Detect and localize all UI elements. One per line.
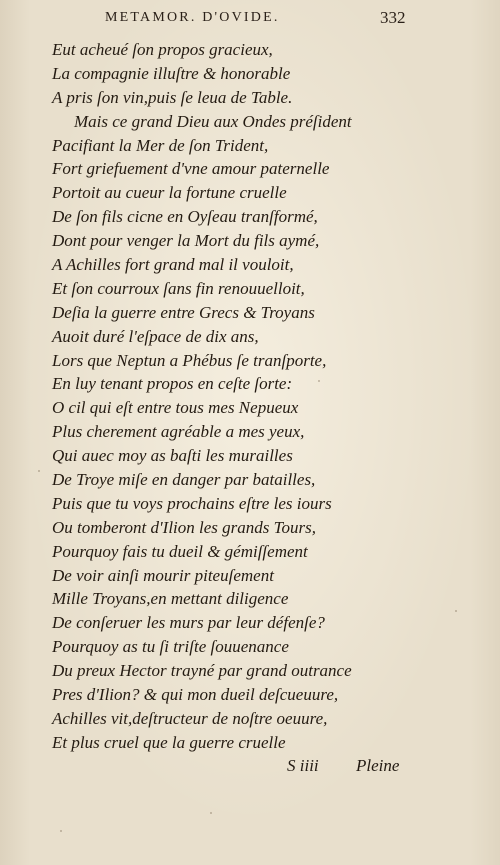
verse-line: Ou tomberont d'Ilion les grands Tours, (52, 517, 317, 537)
verse-line: En luy tenant propos en ceſte ſorte: (52, 374, 293, 394)
verse-line: De ſon fils cicne en Oyſeau tranſformé, (52, 207, 318, 227)
verse-line: Et plus cruel que la guerre cruelle (52, 732, 286, 752)
verse-line: Achilles vit,deſtructeur de noſtre oeuure, (52, 708, 328, 728)
verse-line: Auoit duré l'eſpace de dix ans, (52, 326, 259, 346)
verse-line: A pris ſon vin,puis ſe leua de Table. (52, 87, 293, 107)
verse-line: Puis que tu voys prochains eſtre les iours (52, 493, 332, 513)
verse-line: O cil qui eſt entre tous mes Nepueux (52, 398, 299, 418)
verse-line: Lors que Neptun a Phébus ſe tranſporte, (52, 350, 327, 370)
verse-line: La compagnie illuſtre & honorable (52, 63, 291, 83)
verse-line: Plus cherement agréable a mes yeux, (52, 422, 305, 442)
verse-line: Et ſon courroux ſans fin renouuelloit, (52, 278, 305, 298)
verse-line: Pourquoy fais tu dueil & gémiſſement (52, 541, 308, 561)
verse-line: Pourquoy as tu ſi triſte ſouuenance (52, 637, 289, 657)
signature-mark: S iiii (287, 756, 319, 775)
verse-line: Eut acheué ſon propos gracieux, (52, 40, 273, 59)
verse-line: Mais ce grand Dieu aux Ondes préſident (74, 111, 352, 131)
verse-line: Fort griefuement d'vne amour paternelle (52, 159, 330, 179)
catchword: Pleine (356, 756, 400, 775)
verse-line: Qui auec moy as baſti les murailles (52, 446, 293, 466)
verse-line: Portoit au cueur la fortune cruelle (52, 183, 287, 203)
verse-line: Dont pour venger la Mort du fils aymé, (52, 231, 320, 251)
verse-line: Mille Troyans,en mettant diligence (52, 589, 289, 609)
verse-block (0, 38, 500, 755)
verse-line: Deſia la guerre entre Grecs & Troyans (52, 302, 315, 322)
page-footer (0, 756, 500, 782)
verse-line: De voir ainſi mourir piteuſement (52, 565, 274, 585)
verse-line: De Troye miſe en danger par batailles, (52, 470, 316, 490)
verse-line: De conſeruer les murs par leur défenſe? (52, 613, 325, 633)
verse-line: Du preux Hector trayné par grand outrance (52, 661, 352, 681)
verse-line: A Achilles fort grand mal il vouloit, (52, 255, 294, 275)
page-header (0, 6, 500, 30)
verse-line: Pres d'Ilion? & qui mon dueil deſcueuure, (52, 685, 339, 705)
page-number: 332 (380, 8, 406, 27)
verse-line: Pacifiant la Mer de ſon Trident, (52, 135, 269, 155)
running-title: METAMOR. D'OVIDE. (105, 10, 280, 25)
